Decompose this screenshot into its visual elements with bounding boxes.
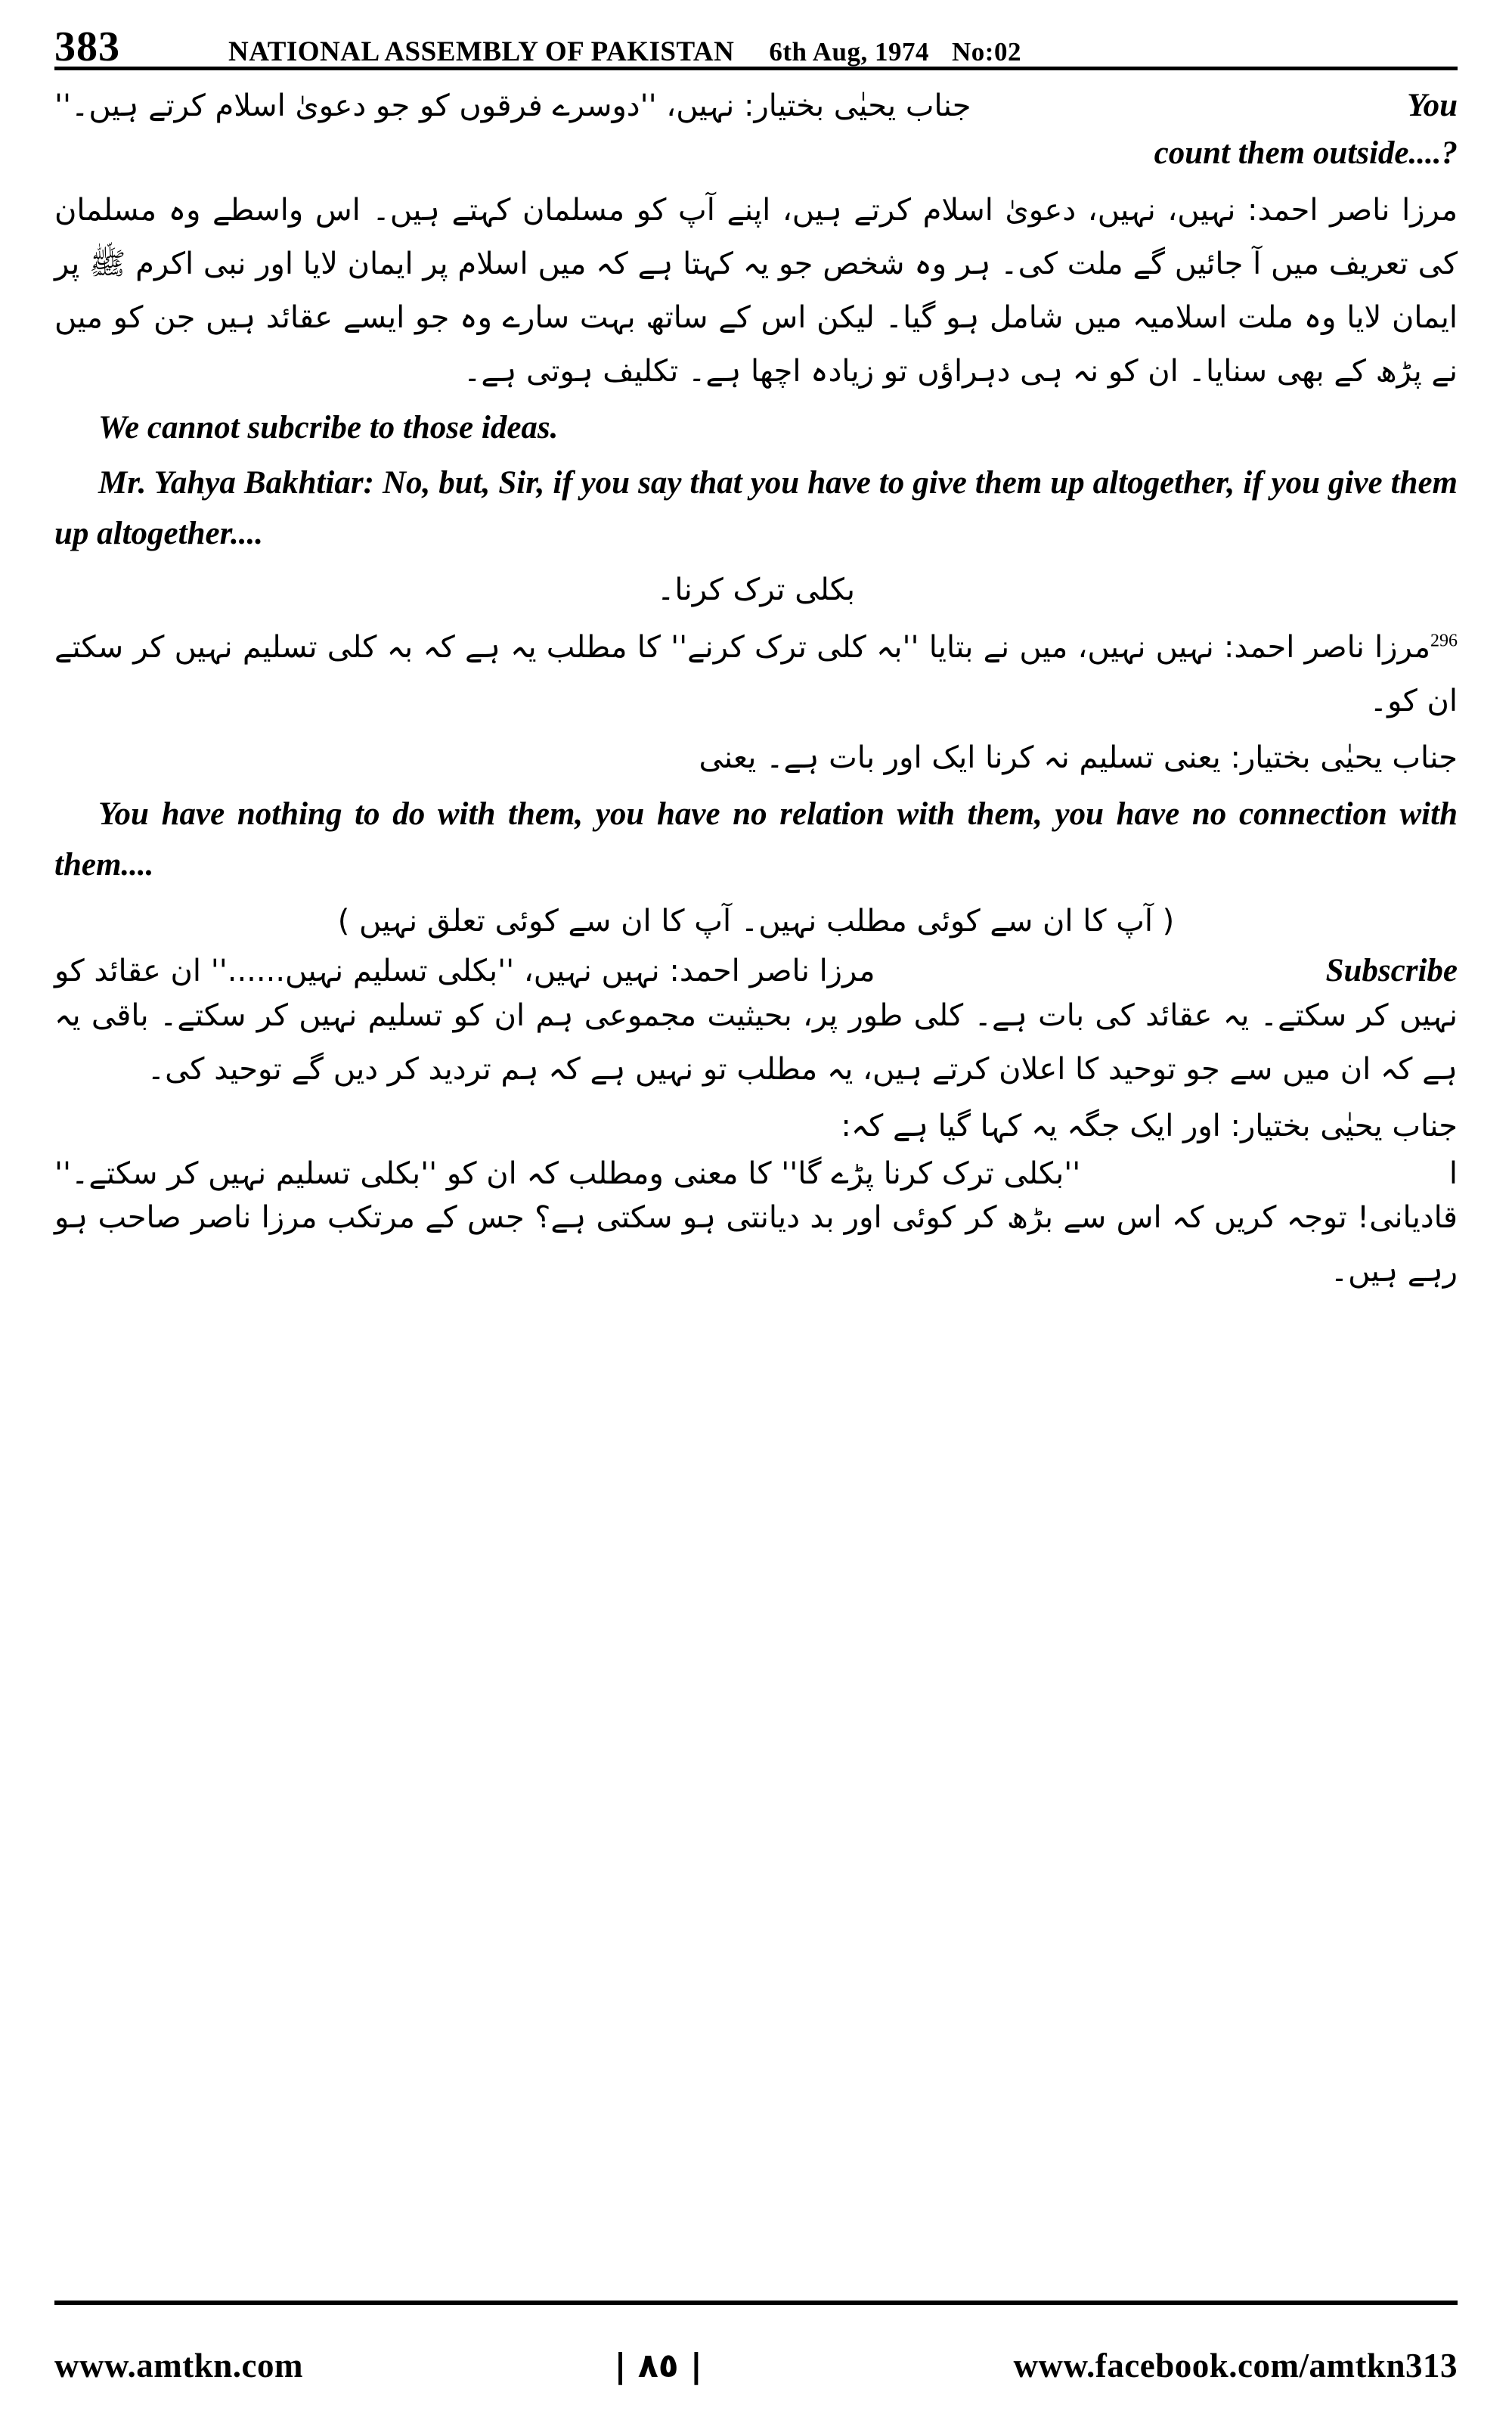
footer-website-link[interactable]: www.amtkn.com: [54, 2347, 303, 2384]
urdu-paragraph-nasir-1: مرزا ناصر احمد: نہیں، نہیں، دعویٰ اسلام کرتے ہیں، اپنے آپ کو مسلمان کہتے ہیں۔ اس واسطے وہ مسلمان کی تعریف میں آ جائیں گے ملت کی۔ ہر وہ شخص جو یہ کہتا ہے کہ میں اسلام پر ایمان لایا اور نبی اکرم ﷺ پر ایمان لایا وہ ملت اسلامیہ میں شامل ہو گیا۔ لیکن اس کے ساتھ بہت سارے وہ جو ایسے عقائد ہیں جن کو میں نے پڑھ کے بھی سنایا۔ ان کو نہ ہی دہراؤں تو زیادہ اچھا ہے۔ تکلیف ہوتی ہے۔: [54, 192, 1458, 389]
english-paragraph-nothing-to-do: You have nothing to do with them, you have no relation with them, you have no connection with them....: [54, 796, 1458, 883]
footer-divider: [54, 2301, 1458, 2305]
speaker-name-yahya-bakhtiar: Mr. Yahya Bakhtiar:: [98, 465, 374, 501]
footer-page-number-urdu: | ٨٥ |: [614, 2346, 702, 2385]
urdu-speech-nasir-3: مرزا ناصر احمد: نہیں نہیں، ''بکلی تسلیم نہیں......'' ان عقائد کو: [54, 953, 875, 988]
urdu-paragraph-nasir-2: [54, 621, 1458, 728]
english-paragraph-bakhtiar-give-up: [54, 458, 1458, 559]
urdu-fragment-bakulli-tark-karna: بکلی ترک کرنا۔: [656, 572, 856, 608]
header-title: NATIONAL ASSEMBLY OF PAKISTAN: [228, 36, 735, 67]
english-text-give-up: No, but, Sir, if you say that you have to give them up altogether, if you give them up altogether....: [54, 465, 1458, 551]
urdu-paragraph-nasir-3-continued: نہیں کر سکتے۔ یہ عقائد کی بات ہے۔ کلی طور پر، بحیثیت مجموعی ہم ان کو تسلیم نہیں کر سکتے۔ باقی یہ ہے کہ ان میں سے جو توحید کا اعلان کرتے ہیں، یہ مطلب تو نہیں ہے کہ ہم تردید کر دیں گے توحید کی۔: [54, 997, 1458, 1087]
header-date: 6th Aug, 1974: [769, 37, 930, 67]
quote-list-marker: ا: [1448, 1156, 1458, 1192]
page-number: 383: [54, 23, 120, 70]
urdu-paragraph-bakhtiar-3: جناب یحیٰی بختیار: اور ایک جگہ یہ کہا گیا ہے کہ:: [841, 1108, 1458, 1143]
footer-facebook-link[interactable]: www.facebook.com/amtkn313: [1013, 2347, 1458, 2384]
urdu-paragraph-parenthetical: ( آپ کا ان سے کوئی مطلب نہیں۔ آپ کا ان سے کوئی تعلق نہیں ): [337, 904, 1175, 939]
page-footer: [54, 2346, 1458, 2385]
urdu-speech-bakhtiar-1: جناب یحیٰی بختیار: نہیں، ''دوسرے فرقوں کو جو دعویٰ اسلام کرتے ہیں۔'': [54, 88, 971, 123]
english-fragment-count-them-outside: count them outside....?: [1154, 135, 1458, 171]
page-header: [54, 0, 1458, 70]
urdu-quoted-passage: ''بکلی ترک کرنا پڑے گا'' کا معنی ومطلب کہ ان کو ''بکلی تسلیم نہیں کر سکتے۔'': [54, 1156, 1081, 1192]
header-center: [228, 36, 1458, 68]
urdu-paragraph-bakhtiar-2: جناب یحیٰی بختیار: یعنی تسلیم نہ کرنا ایک اور بات ہے۔ یعنی: [699, 740, 1458, 775]
quoted-passage-row: [54, 1156, 1458, 1191]
dialogue-line-nasir-subscribe: [54, 952, 1458, 989]
english-fragment-you: You: [1407, 88, 1458, 123]
urdu-paragraph-commentary: قادیانی! توجہ کریں کہ اس سے بڑھ کر کوئی اور بد دیانتی ہو سکتی ہے؟ جس کے مرتکب مرزا ناصر صاحب ہو رہے ہیں۔: [54, 1200, 1458, 1289]
footnote-marker-296: 296: [1430, 631, 1458, 651]
urdu-text-nasir-2: مرزا ناصر احمد: نہیں نہیں، میں نے بتایا ''بہ کلی ترک کرنے'' کا مطلب یہ ہے کہ بہ کلی تسلیم نہیں کر سکتے ان کو۔: [54, 629, 1458, 718]
document-body: [54, 70, 1458, 1298]
dialogue-line-bakhtiar-1: [54, 87, 1458, 124]
english-word-subscribe: Subscribe: [1325, 952, 1458, 988]
english-line-cannot-subscribe: We cannot subcribe to those ideas.: [98, 410, 559, 446]
header-issue-number: No:02: [952, 37, 1021, 67]
